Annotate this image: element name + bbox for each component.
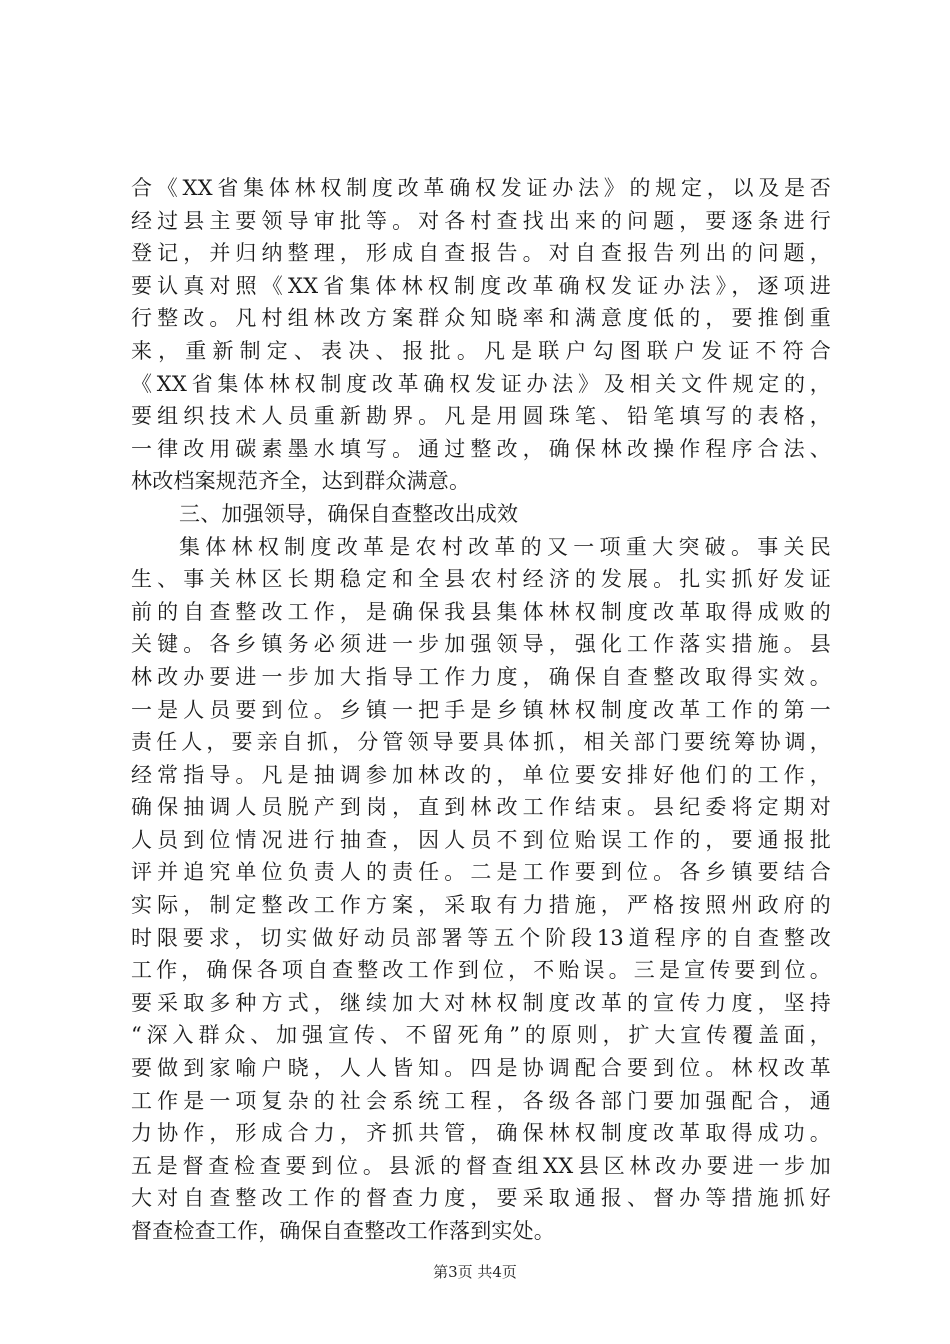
text-line: 关键。各乡镇务必须进一步加强领导，强化工作落实措施。县 xyxy=(131,632,831,657)
text-line: “深入群众、加强宣传、不留死角”的原则，扩大宣传覆盖面， xyxy=(131,1023,831,1048)
text-line: 大对自查整改工作的督查力度，要采取通报、督办等措施抓好 xyxy=(131,1186,831,1211)
text-line: 林改档案规范齐全，达到群众满意。 xyxy=(131,469,471,494)
text-line: 确保抽调人员脱产到岗，直到林改工作结束。县纪委将定期对 xyxy=(131,795,831,820)
text-line: 《XX省集体林权制度改革确权发证办法》及相关文件规定的， xyxy=(131,371,831,396)
text-line: 要做到家喻户晓，人人皆知。四是协调配合要到位。林权改革 xyxy=(131,1056,831,1081)
document-body xyxy=(131,172,831,1248)
text-line: 评并追究单位负责人的责任。二是工作要到位。各乡镇要结合 xyxy=(131,860,831,885)
text-line: 前的自查整改工作，是确保我县集体林权制度改革取得成败的 xyxy=(131,599,831,624)
text-line: 工作，确保各项自查整改工作到位，不贻误。三是宣传要到位。 xyxy=(131,958,831,983)
text-line: 行整改。凡村组林改方案群众知晓率和满意度低的，要推倒重 xyxy=(131,306,831,331)
text-line: 力协作，形成合力，齐抓共管，确保林权制度改革取得成功。 xyxy=(131,1121,831,1146)
page-number-footer: 第3页 共4页 xyxy=(433,1263,517,1281)
text-line: 工作是一项复杂的社会系统工程，各级各部门要加强配合，通 xyxy=(131,1088,831,1113)
section-heading: 三、加强领导，确保自查整改出成效 xyxy=(179,501,519,526)
text-line: 五是督查检查要到位。县派的督查组XX县区林改办要进一步加 xyxy=(131,1153,831,1178)
text-line: 人员到位情况进行抽查，因人员不到位贻误工作的，要通报批 xyxy=(131,827,831,852)
text-line: 督查检查工作，确保自查整改工作落到实处。 xyxy=(131,1219,555,1243)
text-line: 集体林权制度改革是农村改革的又一项重大突破。事关民 xyxy=(179,534,831,559)
text-line: 经过县主要领导审批等。对各村查找出来的问题，要逐条进行 xyxy=(131,208,831,233)
text-line: 一律改用碳素墨水填写。通过整改，确保林改操作程序合法、 xyxy=(131,436,831,461)
text-line: 要采取多种方式，继续加大对林权制度改革的宣传力度，坚持 xyxy=(131,990,831,1015)
text-line: 时限要求，切实做好动员部署等五个阶段13道程序的自查整改 xyxy=(131,925,831,950)
text-line: 要认真对照《XX省集体林权制度改革确权发证办法》，逐项进 xyxy=(131,273,831,298)
text-line: 来，重新制定、表决、报批。凡是联户勾图联户发证不符合 xyxy=(131,338,831,363)
text-line: 经常指导。凡是抽调参加林改的，单位要安排好他们的工作， xyxy=(131,762,831,787)
text-line: 林改办要进一步加大指导工作力度，确保自查整改取得实效。 xyxy=(131,664,831,689)
text-line: 责任人，要亲自抓，分管领导要具体抓，相关部门要统筹协调， xyxy=(131,730,831,755)
text-line: 要组织技术人员重新勘界。凡是用圆珠笔、铅笔填写的表格， xyxy=(131,404,831,429)
text-line: 合《XX省集体林权制度改革确权发证办法》的规定，以及是否 xyxy=(131,176,831,200)
text-line: 登记，并归纳整理，形成自查报告。对自查报告列出的问题， xyxy=(131,241,831,266)
text-line: 生、事关林区长期稳定和全县农村经济的发展。扎实抓好发证 xyxy=(131,567,831,592)
text-line: 一是人员要到位。乡镇一把手是乡镇林权制度改革工作的第一 xyxy=(131,697,831,722)
text-line: 实际，制定整改工作方案，采取有力措施，严格按照州政府的 xyxy=(131,893,831,918)
